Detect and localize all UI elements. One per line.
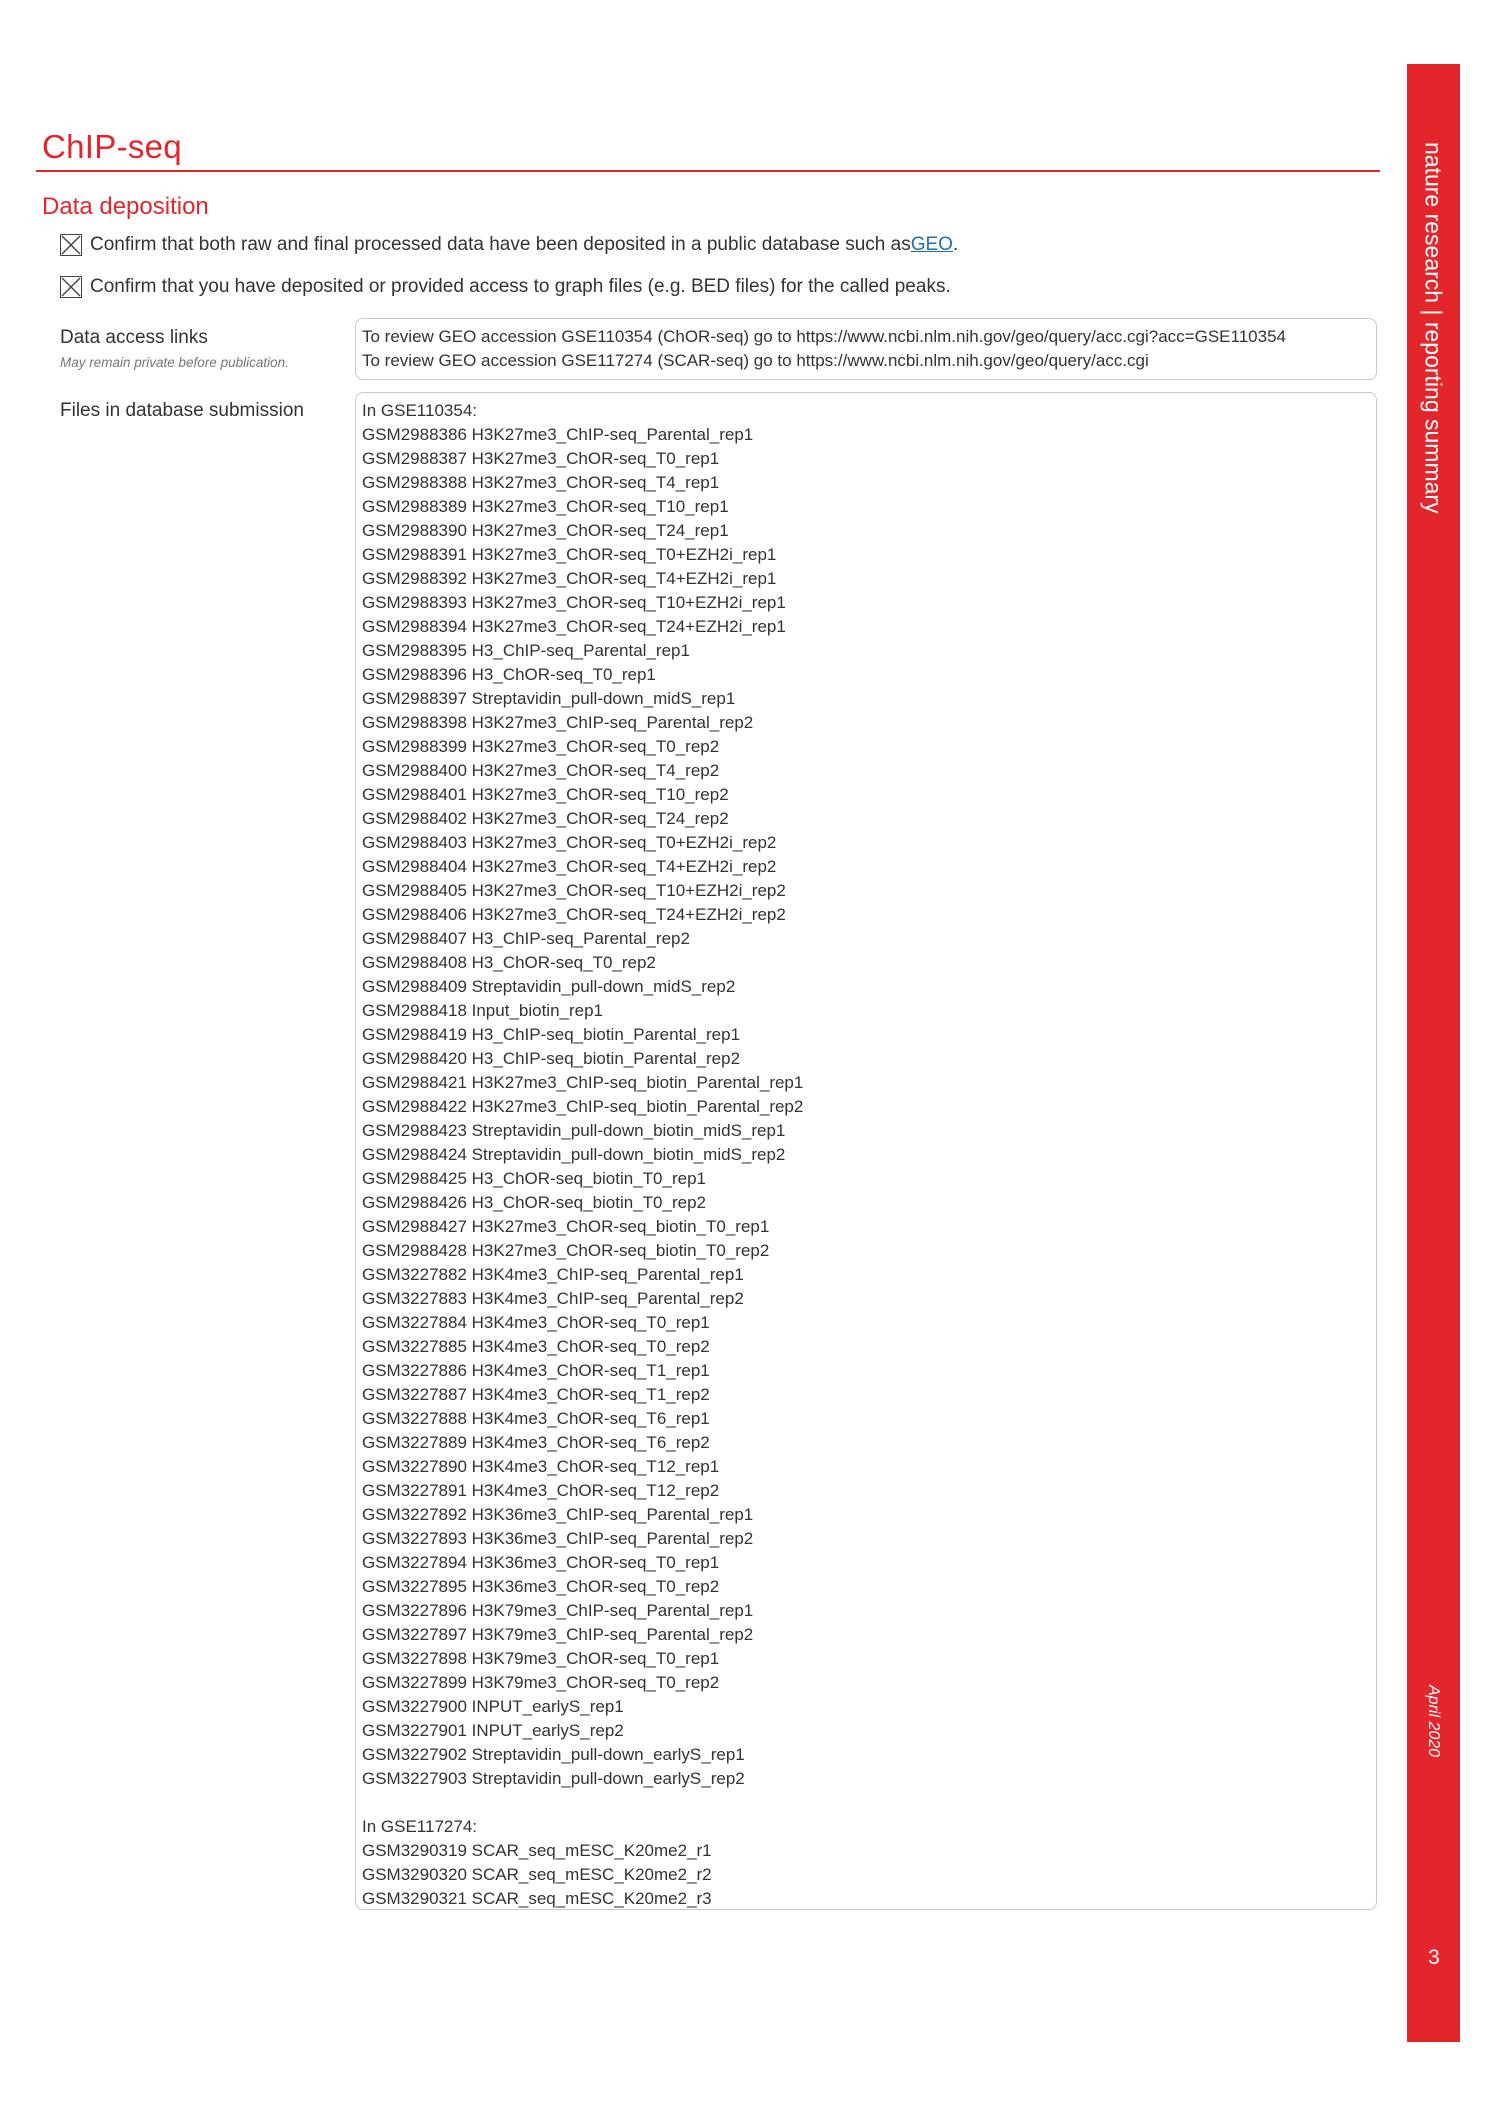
file-entry: GSM3227901 INPUT_earlyS_rep2	[362, 1721, 624, 1740]
file-entry: GSM2988428 H3K27me3_ChOR-seq_biotin_T0_rep2	[362, 1241, 770, 1260]
file-entry: In GSE117274:	[362, 1817, 477, 1836]
file-entry: GSM3227887 H3K4me3_ChOR-seq_T1_rep2	[362, 1385, 710, 1404]
file-entry: GSM3227893 H3K36me3_ChIP-seq_Parental_rep2	[362, 1529, 754, 1548]
file-entry: GSM2988396 H3_ChOR-seq_T0_rep1	[362, 665, 656, 684]
file-entry: GSM2988408 H3_ChOR-seq_T0_rep2	[362, 953, 656, 972]
file-entry: GSM2988392 H3K27me3_ChOR-seq_T4+EZH2i_rep1	[362, 569, 777, 588]
check-row-graph-files	[60, 276, 951, 298]
file-entry: GSM2988404 H3K27me3_ChOR-seq_T4+EZH2i_rep2	[362, 857, 777, 876]
file-entry: GSM2988391 H3K27me3_ChOR-seq_T0+EZH2i_rep1	[362, 545, 777, 564]
file-entry: GSM2988400 H3K27me3_ChOR-seq_T4_rep2	[362, 761, 720, 780]
file-entry: GSM3227892 H3K36me3_ChIP-seq_Parental_rep1	[362, 1505, 754, 1524]
checked-checkbox-icon[interactable]	[60, 234, 82, 256]
sidebar-title: nature research | reporting summary	[1420, 142, 1447, 514]
file-entry: GSM2988393 H3K27me3_ChOR-seq_T10+EZH2i_rep1	[362, 593, 786, 612]
file-entry: GSM2988389 H3K27me3_ChOR-seq_T10_rep1	[362, 497, 729, 516]
file-entry: GSM3227891 H3K4me3_ChOR-seq_T12_rep2	[362, 1481, 720, 1500]
geo-link[interactable]: GEO	[910, 234, 953, 255]
file-entry: GSM3227900 INPUT_earlyS_rep1	[362, 1697, 624, 1716]
access-line: To review GEO accession GSE117274 (SCAR-seq) go to https://www.ncbi.nlm.nih.gov/geo/query/acc.cgi	[362, 351, 1149, 370]
file-entry: GSM2988421 H3K27me3_ChIP-seq_biotin_Parental_rep1	[362, 1073, 804, 1092]
file-entry: GSM3290321 SCAR_seq_mESC_K20me2_r3	[362, 1889, 712, 1908]
file-entry: GSM3227883 H3K4me3_ChIP-seq_Parental_rep2	[362, 1289, 744, 1308]
section-divider	[36, 170, 1380, 172]
files-label: Files in database submission	[60, 400, 304, 421]
file-entry: GSM2988427 H3K27me3_ChOR-seq_biotin_T0_rep1	[362, 1217, 770, 1236]
file-entry: GSM3227885 H3K4me3_ChOR-seq_T0_rep2	[362, 1337, 710, 1356]
subsection-title: Data deposition	[42, 193, 209, 220]
file-entry: GSM3290320 SCAR_seq_mESC_K20me2_r2	[362, 1865, 712, 1884]
check-text-suffix: .	[952, 234, 959, 255]
file-entry: GSM2988419 H3_ChIP-seq_biotin_Parental_rep1	[362, 1025, 741, 1044]
file-entry: GSM2988424 Streptavidin_pull-down_biotin_midS_rep2	[362, 1145, 786, 1164]
file-entry: GSM3227896 H3K79me3_ChIP-seq_Parental_rep1	[362, 1601, 754, 1620]
file-entry: GSM3227890 H3K4me3_ChOR-seq_T12_rep1	[362, 1457, 720, 1476]
file-entry: GSM3227884 H3K4me3_ChOR-seq_T0_rep1	[362, 1313, 710, 1332]
file-entry	[362, 1791, 1370, 1815]
file-entry: GSM3227882 H3K4me3_ChIP-seq_Parental_rep1	[362, 1265, 744, 1284]
file-entry: GSM3227898 H3K79me3_ChOR-seq_T0_rep1	[362, 1649, 720, 1668]
file-entry: GSM2988425 H3_ChOR-seq_biotin_T0_rep1	[362, 1169, 706, 1188]
file-entry: GSM2988394 H3K27me3_ChOR-seq_T24+EZH2i_rep1	[362, 617, 786, 636]
file-entry: GSM2988388 H3K27me3_ChOR-seq_T4_rep1	[362, 473, 720, 492]
file-entry: In GSE110354:	[362, 401, 477, 420]
file-entry: GSM2988386 H3K27me3_ChIP-seq_Parental_rep1	[362, 425, 754, 444]
file-entry: GSM2988426 H3_ChOR-seq_biotin_T0_rep2	[362, 1193, 706, 1212]
file-entry: GSM2988399 H3K27me3_ChOR-seq_T0_rep2	[362, 737, 720, 756]
section-title: ChIP-seq	[42, 128, 182, 165]
file-entry: GSM3227888 H3K4me3_ChOR-seq_T6_rep1	[362, 1409, 710, 1428]
file-entry: GSM3227886 H3K4me3_ChOR-seq_T1_rep1	[362, 1361, 710, 1380]
file-entry: GSM2988398 H3K27me3_ChIP-seq_Parental_rep2	[362, 713, 754, 732]
checked-checkbox-icon[interactable]	[60, 276, 82, 298]
check-text: Confirm that both raw and final processed data have been deposited in a public database such as	[90, 234, 911, 255]
file-entry: GSM2988387 H3K27me3_ChOR-seq_T0_rep1	[362, 449, 720, 468]
file-entry: GSM2988422 H3K27me3_ChIP-seq_biotin_Parental_rep2	[362, 1097, 804, 1116]
file-entry: GSM3227902 Streptavidin_pull-down_earlyS_rep1	[362, 1745, 745, 1764]
file-entry: GSM3227899 H3K79me3_ChOR-seq_T0_rep2	[362, 1673, 720, 1692]
file-entry: GSM2988420 H3_ChIP-seq_biotin_Parental_rep2	[362, 1049, 741, 1068]
file-entry: GSM2988405 H3K27me3_ChOR-seq_T10+EZH2i_rep2	[362, 881, 786, 900]
file-entry: GSM3227897 H3K79me3_ChIP-seq_Parental_rep2	[362, 1625, 754, 1644]
data-access-hint: May remain private before publication.	[60, 355, 289, 370]
file-entry: GSM3290319 SCAR_seq_mESC_K20me2_r1	[362, 1841, 712, 1860]
check-text: Confirm that you have deposited or provided access to graph files (e.g. BED files) for the called peaks.	[90, 276, 951, 297]
file-entry: GSM3227889 H3K4me3_ChOR-seq_T6_rep2	[362, 1433, 710, 1452]
file-entry: GSM2988406 H3K27me3_ChOR-seq_T24+EZH2i_rep2	[362, 905, 786, 924]
page-number: 3	[1428, 1946, 1440, 1969]
files-submission-field[interactable]	[355, 392, 1377, 1910]
file-entry: GSM2988407 H3_ChIP-seq_Parental_rep2	[362, 929, 690, 948]
file-entry: GSM2988402 H3K27me3_ChOR-seq_T24_rep2	[362, 809, 729, 828]
file-entry: GSM2988409 Streptavidin_pull-down_midS_rep2	[362, 977, 736, 996]
file-entry: GSM3227903 Streptavidin_pull-down_earlyS_rep2	[362, 1769, 745, 1788]
sidebar-date: April 2020	[1425, 1685, 1442, 1758]
file-entry: GSM2988418 Input_biotin_rep1	[362, 1001, 604, 1020]
file-entry: GSM2988401 H3K27me3_ChOR-seq_T10_rep2	[362, 785, 729, 804]
file-entry: GSM3227895 H3K36me3_ChOR-seq_T0_rep2	[362, 1577, 720, 1596]
access-line: To review GEO accession GSE110354 (ChOR-seq) go to https://www.ncbi.nlm.nih.gov/geo/query/acc.cgi?acc=GSE110354	[362, 327, 1286, 346]
file-entry: GSM2988403 H3K27me3_ChOR-seq_T0+EZH2i_rep2	[362, 833, 777, 852]
data-access-links-field[interactable]	[355, 318, 1377, 380]
file-entry: GSM2988423 Streptavidin_pull-down_biotin_midS_rep1	[362, 1121, 786, 1140]
file-entry: GSM2988397 Streptavidin_pull-down_midS_rep1	[362, 689, 736, 708]
check-row-data-deposited	[60, 234, 958, 256]
file-entry: GSM3227894 H3K36me3_ChOR-seq_T0_rep1	[362, 1553, 720, 1572]
data-access-label: Data access links	[60, 327, 208, 348]
file-entry: GSM2988390 H3K27me3_ChOR-seq_T24_rep1	[362, 521, 729, 540]
file-entry: GSM2988395 H3_ChIP-seq_Parental_rep1	[362, 641, 690, 660]
